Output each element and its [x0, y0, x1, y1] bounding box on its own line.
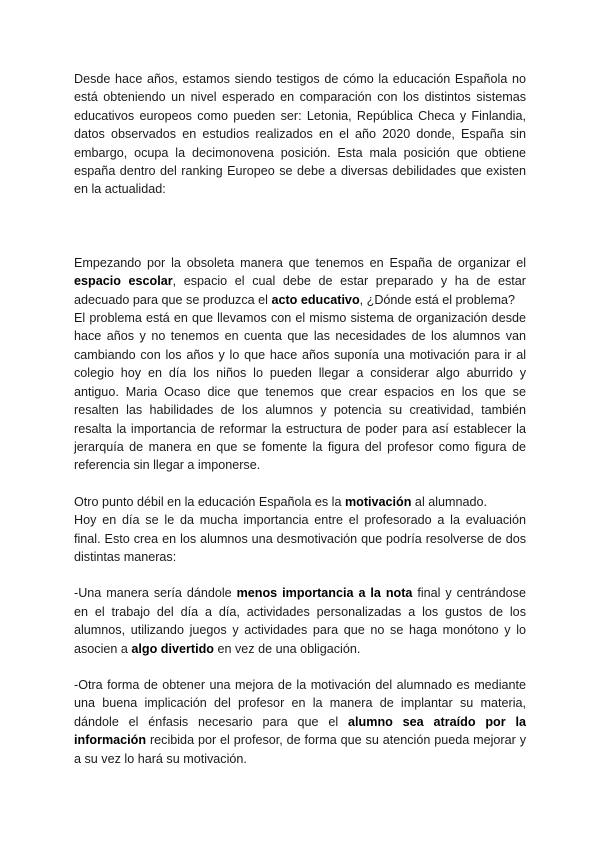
paragraph-espacio-escolar: [74, 254, 526, 309]
spacer: [74, 199, 526, 254]
paragraph-evaluacion: Hoy en día se le da mucha importancia entre el profesorado a la evaluación final. Esto crea en los alumnos una desmotivación que podría resolverse de dos distintas maneras:: [74, 513, 526, 564]
text-run: -Otra forma de obtener una mejora de la motivación del alumnado es mediante una buena implicación del profesor en la manera de implantar su materia, dándole el énfasis necesario para que el: [74, 677, 526, 729]
paragraph-manera-dos: [74, 676, 526, 768]
paragraph-motivacion: [74, 493, 526, 511]
paragraph-intro: Desde hace años, estamos siendo testigos de cómo la educación Española no está obteniendo un nivel esperado en comparación con los distintos sistemas educativos europeos como pueden ser: Letonia, República Checa y Finlandia, datos observados en estudios realizados en el año 2020 donde, España sin embargo, ocupa la decimonovena posición. Esta mala posición que obtiene españa dentro del ranking Europeo se debe a diversas debilidades que existen en la actualidad:: [74, 72, 526, 197]
bold-algo-divertido: algo divertido: [131, 641, 214, 656]
bold-espacio-escolar: espacio escolar: [74, 274, 173, 289]
text-run: recibida por el profesor, de forma que su atención pueda mejorar y a su vez lo hará su motivación.: [74, 733, 526, 766]
bold-acto-educativo: acto educativo: [271, 292, 360, 307]
bold-motivacion: motivación: [344, 494, 412, 509]
text-run: , espacio el cual debe de estar preparado y ha de estar adecuado para que se produzca el: [74, 274, 526, 307]
text-run: Otro punto débil en la educación Española es la: [74, 494, 345, 509]
paragraph-manera-uno: [74, 584, 526, 658]
text-run: Empezando por la obsoleta manera que tenemos en España de organizar el: [74, 255, 526, 270]
spacer: [74, 658, 526, 676]
document-body: [74, 70, 526, 768]
text-run: al alumnado.: [411, 494, 488, 509]
text-run: en vez de una obligación.: [214, 641, 361, 656]
text-run: final y centrándose en el trabajo del día a día, actividades personalizadas a los gustos de los alumnos, utilizando juegos y actividades para que no se haga monótono y lo asocien a: [74, 586, 526, 656]
text-run: -Una manera sería dándole: [74, 586, 237, 601]
spacer: [74, 566, 526, 584]
bold-menos-importancia: menos importancia a la nota: [236, 586, 413, 601]
paragraph-problema: El problema está en que llevamos con el mismo sistema de organización desde hace años y no tenemos en cuenta que las necesidades de los alumnos van cambiando con los años y lo que hace años suponía una motivación para ir al colegio hoy en día los niños lo pueden llegar a considerar algo aburrido y antiguo. Maria Ocaso dice que tenemos que crear espacios en los que se resalten las habilidades de los alumnos y potencia su creatividad, también resalta la importancia de reformar la estructura de poder para así establecer la jerarquía de manera en que se fomente la figura del profesor como figura de referencia sin llegar a imponerse.: [74, 311, 526, 473]
bold-alumno-atraido: alumno sea atraído por la información: [74, 714, 526, 748]
text-run: , ¿Dónde está el problema?: [359, 292, 516, 307]
spacer: [74, 475, 526, 493]
